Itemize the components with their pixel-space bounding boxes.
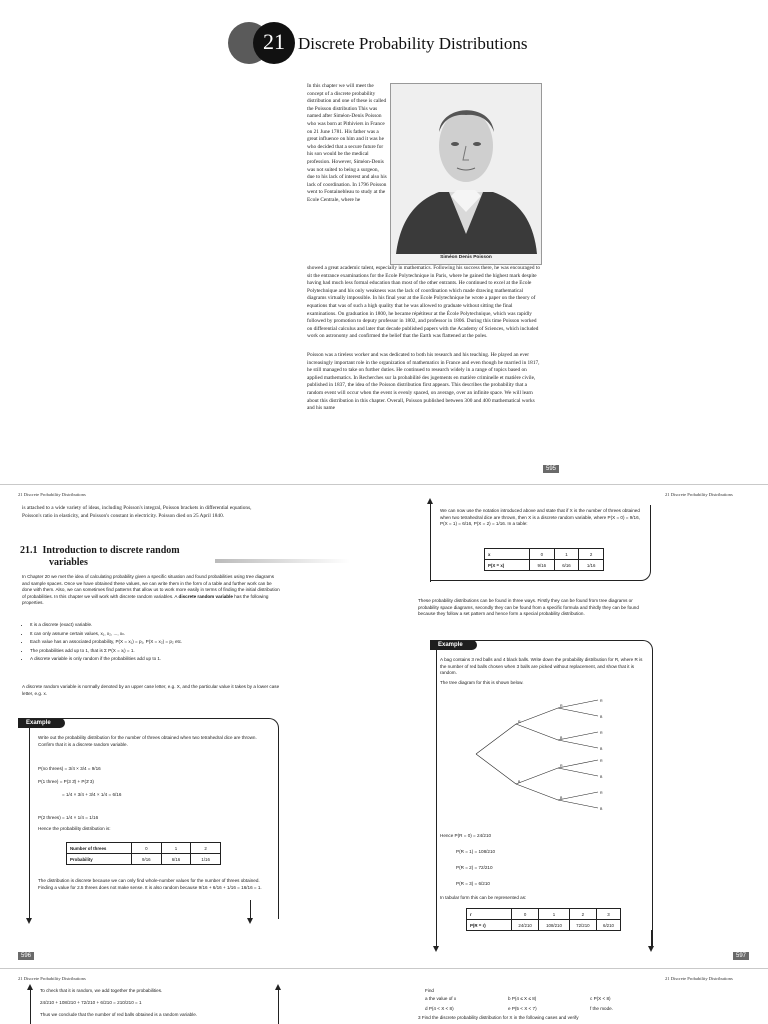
calc-line: P(1 three) = P(3 3̄) + P(3̄ 3): [38, 779, 94, 784]
tree-node-label: B: [518, 780, 521, 784]
distribution-table-3: [466, 908, 621, 931]
check-sum: 24/210 + 108/210 + 72/210 + 6/210 = 210/210 = 1: [40, 1000, 142, 1005]
distribution-table-1: [66, 842, 221, 865]
hence-lines: [440, 828, 495, 892]
tree-leaf-label: R: [600, 699, 603, 703]
tree-leaf-label: B: [600, 715, 603, 719]
arrow-down-icon: [247, 918, 253, 924]
arrow-up-icon: [275, 984, 281, 990]
continued-text: is attached to a wide variety of ideas, including Poisson's integral, Poisson brackets in differential equations, Poisson's ratio in elasticity, and Poisson's constant in electricity. Poisson died on 25 April 1840.: [22, 505, 252, 519]
tree-leaf-label: B: [600, 747, 603, 751]
table-header-cell: 3: [597, 909, 621, 920]
section-body: [22, 574, 282, 607]
list-item: • The probabilities add up to 1, that is Σ P(X = xᵢ) = 1.: [30, 648, 290, 655]
right-arrow-line: [430, 500, 431, 582]
running-head-left: 21 Discrete Probability Distributions: [18, 492, 86, 497]
page-number-596: 596: [18, 952, 34, 960]
chapter-title: Discrete Probability Distributions: [298, 34, 528, 53]
page-number-597: 597: [733, 952, 749, 960]
table-cell: 9/16: [132, 854, 162, 865]
arrow-down-icon: [433, 946, 439, 952]
hence-line: P(R = 1) = 108/210: [456, 849, 496, 854]
example-arrow-line: [29, 727, 30, 920]
question-3: 3 Find the discrete probability distribution for X in the following cases and verify: [418, 1015, 579, 1020]
example2-text: A bag contains 3 red balls and 4 black balls. Write down the probability distribution for R, where R is the number of red balls chosen when 3 balls are picked without replacement, and show that it is random.: [440, 657, 643, 676]
list-item: • It can only assume certain values, x₁, x₂, ..., xₙ.: [30, 631, 290, 638]
find-item: f the mode.: [590, 1006, 613, 1011]
arrow-up-icon: [427, 498, 433, 504]
example-arrow-line-right: [250, 900, 251, 920]
calc-line: P(2 threes) = 1/4 × 1/4 = 1/16: [38, 815, 99, 820]
list-item: • It is a discrete (exact) variable.: [30, 622, 290, 629]
table-cell: 1/16: [579, 560, 604, 571]
hence-text: Hence the probability distribution is:: [38, 826, 111, 831]
hence-line: P(R = 3) = 6/210: [456, 881, 490, 886]
table-header-cell: 2: [191, 843, 221, 854]
table-cell: 1/16: [191, 854, 221, 865]
tree-leaf-label: B: [600, 775, 603, 779]
section-body-b: has the following properties.: [22, 593, 269, 606]
tree-leaf-label: R: [600, 791, 603, 795]
conclude-text: Thus we conclude that the number of red balls obtained is a random variable.: [40, 1012, 198, 1017]
table-header-cell: 1: [161, 843, 191, 854]
tree-node-label: R: [560, 764, 563, 768]
arrow-down-icon: [26, 918, 32, 924]
find-item: b P(4 ≤ X ≤ 8): [508, 996, 537, 1001]
calc-line: = 1/4 × 3/4 + 3/4 × 1/4 = 6/16: [62, 792, 122, 797]
calc-line: P(no threes) = 3/4 × 3/4 = 9/16: [38, 766, 101, 771]
tree-node-label: R: [518, 720, 521, 724]
section-body-a: In Chapter 20 we met the idea of calculating probability given a specific situation and found probabilities using tree diagrams and sample spaces. Once we have obtained these values, we can write them in the form of a table and further work can be done with them. Also, we can sometimes find patterns that allow us to work more easily in terms of finding the initial distribution of probabilities. In this chapter we will work with discrete random variables. A: [22, 574, 280, 599]
table-header-cell: x: [485, 549, 530, 560]
table-cell: 6/16: [554, 560, 579, 571]
table-cell: 24/210: [512, 920, 539, 931]
tree-leaf-label: B: [600, 807, 603, 811]
table-cell: 6/210: [597, 920, 621, 931]
tree-node-label: R: [560, 704, 563, 708]
example-text: Write out the probability distribution for the number of threes obtained when two tetrahedral dice are thrown. Confirm that it is a discrete random variable.: [38, 735, 257, 747]
running-head-right: 21 Discrete Probability Distributions: [665, 492, 733, 497]
page-number-595: 595: [543, 465, 559, 473]
table-row-label: Probability: [67, 854, 132, 865]
list-item: • A discrete variable is only random if the probabilities add up to 1.: [30, 656, 290, 663]
table-header-cell: 0: [512, 909, 539, 920]
section-number: 21.1: [20, 545, 38, 556]
section-title-line1: Introduction to discrete random: [42, 545, 180, 556]
table-header-cell: 0: [132, 843, 162, 854]
property-list: [22, 622, 290, 665]
conclusion-text: The distribution is discrete because we can only find whole-number values for the number of threes obtained. Finding a value for 2.5 threes does not make sense. It is also random because 9/16 + 6/16 + 1/16 = 16/16 = 1.: [38, 878, 262, 890]
example2-tab: Example: [430, 640, 477, 650]
hence-line: P(R = 2) = 72/210: [456, 865, 493, 870]
table-cell: 9/16: [530, 560, 555, 571]
find-item: c P(X < 8): [590, 996, 611, 1001]
section-rule: [215, 559, 350, 563]
portrait-figure: [390, 83, 542, 265]
portrait-image: [391, 84, 541, 254]
table-cell: 108/210: [539, 920, 570, 931]
example2-arrow-line: [436, 650, 437, 948]
find-item: e P(5 < X < 7): [508, 1006, 537, 1011]
portrait-caption: Siméon Denis Poisson: [440, 255, 492, 260]
calc-lines: [38, 762, 273, 824]
tree-intro: The tree diagram for this is shown below.: [440, 680, 524, 685]
table-header-cell: 2: [569, 909, 596, 920]
table-row-label: P(R = r): [467, 920, 512, 931]
intro-para2: Poisson was a tireless worker and was dedicated to both his research and his teaching. He played an ever increasingly important role in the organization of mathematics in France and even though he married in 1817, he still managed to take on further duties. He continued to research widely in a range of topics based on applied mathematics. In Recherches sur la probabilité des jugements en matière criminelle et matière civile, published in 1837, the idea of the Poisson distribution first appears. This describes the probability that a random event will occur when the event is evenly spaced, on average, over an infinite space. We will learn about this distribution in this chapter. Overall, Poisson published between 300 and 400 mathematical works and his name: [307, 352, 540, 412]
intro-narrow-text: In this chapter we will meet the concept of a discrete probability distribution and one of these is called the Poisson distribution This was named after Siméon-Denis Poisson who was born at Pithiviers in France on 21 June 1781. His father was a great influence on him and it was he who decided that a secure future for his son would be the medical profession. However, Siméon-Denis was not suited to being a surgeon, due to his lack of interest and also his lack of coordination. In 1796 Poisson went to Fontainebleau to study at the Ecole Centrale, where he: [307, 83, 387, 203]
distribution-table-2: [484, 548, 604, 571]
tree-diagram: [470, 692, 630, 817]
list-item: • Each value has an associated probability, P(X = x₁) = p₁, P(X = x₂) = p₂ etc.: [30, 639, 290, 646]
table-header-cell: 0: [530, 549, 555, 560]
check-arrow-line: [30, 986, 31, 1024]
table-header-cell: 2: [579, 549, 604, 560]
running-head-left-3: 21 Discrete Probability Distributions: [18, 976, 86, 981]
table-header-cell: 1: [554, 549, 579, 560]
hence-line: Hence P(R = 0) = 24/210: [440, 833, 492, 838]
section-body-bold: discrete random variable: [178, 593, 233, 599]
page-separator-1: [0, 484, 768, 485]
table-row-label: P(X = x): [485, 560, 530, 571]
right-para: These probability distributions can be found in three ways. Firstly they can be found from tree diagrams or probability space diagrams, secondly they can be found from a specific formula and thirdly they can be found because they follow a set pattern and hence form a special probability distribution.: [418, 598, 639, 617]
running-head-right-3: 21 Discrete Probability Distributions: [665, 976, 733, 981]
arrow-down-icon: [648, 946, 654, 952]
section-heading: [20, 545, 180, 569]
table-header-cell: r: [467, 909, 512, 920]
arrow-up-icon: [27, 984, 33, 990]
chapter-badge: [228, 22, 298, 64]
find-label: Find: [425, 988, 434, 993]
page-separator-2: [0, 968, 768, 969]
chapter-number: 21: [263, 29, 285, 54]
table-cell: 6/16: [161, 854, 191, 865]
denote-text: A discrete random variable is normally denoted by an upper case letter, e.g. X, and the particular value it takes by a lower case letter, e.g. x.: [22, 684, 280, 696]
example-tab: Example: [18, 718, 65, 728]
section-title-line2: variables: [49, 557, 88, 568]
table-header-cell: 1: [539, 909, 570, 920]
find-item: d P(4 < X < 8): [425, 1006, 454, 1011]
find-item: a the value of x: [425, 996, 457, 1001]
tabular-intro: In tabular form this can be represented as:: [440, 895, 527, 900]
intro-wide-text: showed a great academic talent, especially in mathematics. Following his success there, he was encouraged to sit the entrance examinations for the Ecole Polytechnique in Paris, where he gained the highest mark despite having had much less formal education than most of the other entrants. He continued to excel at the Ecole Polytechnique and his only weakness was the lack of coordination which made drawing mathematical diagrams virtually impossible. In his final year at the Ecole Polytechnique he wrote a paper on the theory of equations that was of such a high quality that he was allowed to graduate without sitting the final examinations. On graduation in 1800, he became répétiteur at the École Polytechnique, which was rapidly followed by promotion to deputy professor in 1802, and professor in 1806. During this time Poisson worked on differential calculus and later that decade published papers with the Academy of Sciences, which included work on astronomy and confirmed the belief that the Earth was flattened at the poles.: [307, 265, 540, 340]
tree-node-label: B: [560, 796, 563, 800]
tree-node-label: B: [560, 736, 563, 740]
check-text: To check that it is random, we add together the probabilities.: [40, 988, 163, 993]
table-cell: 72/210: [569, 920, 596, 931]
tree-leaf-label: R: [600, 731, 603, 735]
tree-leaf-label: R: [600, 759, 603, 763]
right-intro-text: We can now use the notation introduced above and state that if X is the number of threes obtained when two tetrahedral dice are thrown, then X is a discrete random variable, where P(X = 0) = 9/16, P(X = 1) = 6/16, P(X = 2) = 1/16. In a table:: [440, 508, 640, 527]
table-header-cell: Number of threes: [67, 843, 132, 854]
